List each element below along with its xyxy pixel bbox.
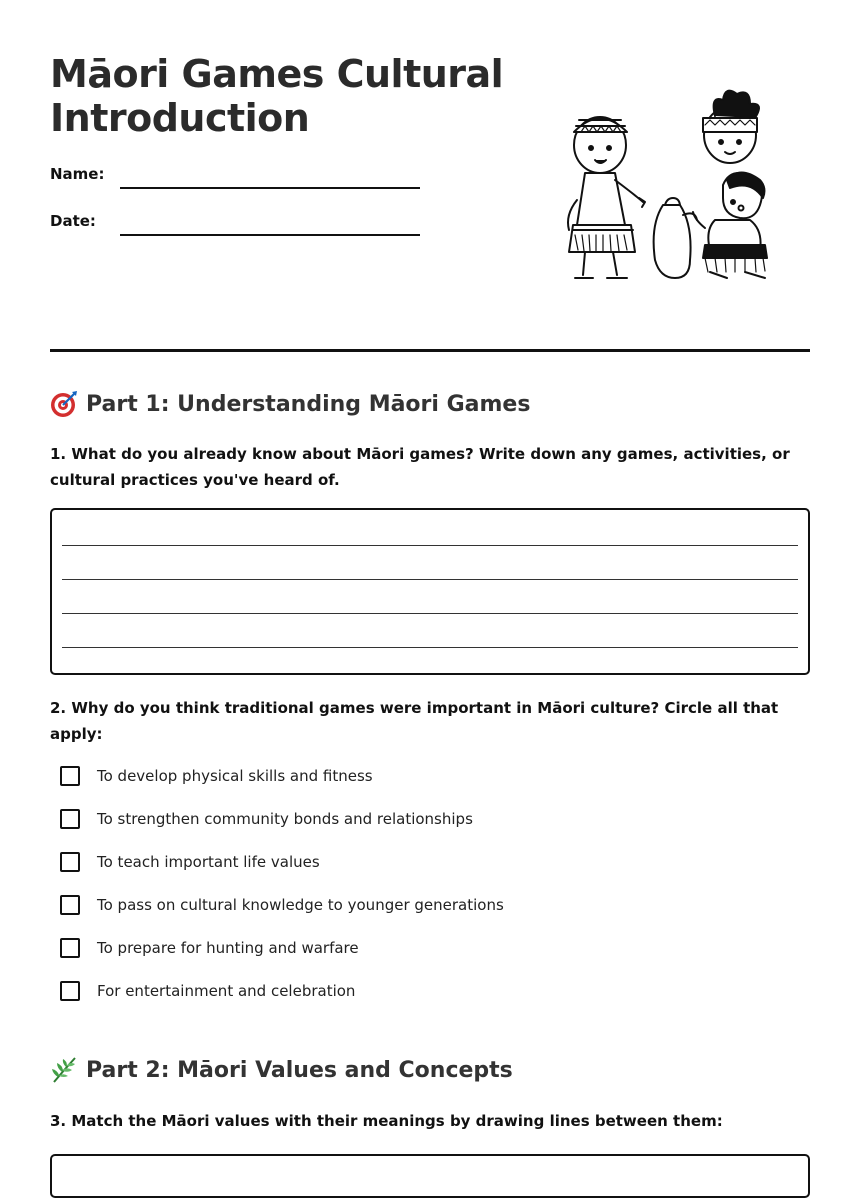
children-playing-illustration xyxy=(555,80,775,285)
worksheet-title xyxy=(50,52,520,140)
title-line-2: Introduction xyxy=(50,96,310,140)
question-2: 2. Why do you think traditional games were important in Māori culture? Circle all that apply: xyxy=(50,699,779,743)
option-label: To prepare for hunting and warfare xyxy=(97,939,359,957)
header-divider xyxy=(50,349,810,352)
question-1-answer-box[interactable] xyxy=(50,508,810,675)
option-label: To strengthen community bonds and relationships xyxy=(97,810,473,828)
option-checkbox[interactable] xyxy=(60,766,80,786)
dart-target-icon xyxy=(50,390,78,418)
child-right-top-figure xyxy=(703,91,759,163)
option-checkbox[interactable] xyxy=(60,809,80,829)
child-left-figure xyxy=(568,117,645,278)
option-checkbox[interactable] xyxy=(60,895,80,915)
answer-line[interactable] xyxy=(62,647,798,648)
name-input-line[interactable] xyxy=(120,187,420,189)
option-item xyxy=(60,849,320,875)
question-1: 1. What do you already know about Māori games? Write down any games, activities, or cultural practices you've heard of. xyxy=(50,445,790,489)
answer-line[interactable] xyxy=(62,613,798,614)
option-item xyxy=(60,806,473,832)
answer-line[interactable] xyxy=(62,545,798,546)
option-checkbox[interactable] xyxy=(60,938,80,958)
name-label: Name: xyxy=(50,165,105,183)
part1-heading xyxy=(50,390,530,418)
child-right-bottom-figure xyxy=(693,173,767,279)
option-item xyxy=(60,978,355,1004)
part2-heading xyxy=(50,1056,513,1084)
vessel-object xyxy=(654,198,697,278)
answer-line[interactable] xyxy=(62,579,798,580)
option-item xyxy=(60,892,504,918)
part2-heading-text: Part 2: Māori Values and Concepts xyxy=(86,1057,513,1083)
question-3: 3. Match the Māori values with their meanings by drawing lines between them: xyxy=(50,1112,723,1130)
option-item xyxy=(60,763,373,789)
title-line-1: Māori Games Cultural xyxy=(50,52,504,96)
option-label: For entertainment and celebration xyxy=(97,982,356,1000)
part1-heading-text: Part 1: Understanding Māori Games xyxy=(86,391,531,417)
option-item xyxy=(60,935,359,961)
option-checkbox[interactable] xyxy=(60,981,80,1001)
date-label: Date: xyxy=(50,212,96,230)
option-label: To pass on cultural knowledge to younger generations xyxy=(97,896,504,914)
option-label: To develop physical skills and fitness xyxy=(97,767,373,785)
date-input-line[interactable] xyxy=(120,234,420,236)
fern-leaf-icon xyxy=(50,1056,78,1084)
option-checkbox[interactable] xyxy=(60,852,80,872)
option-label: To teach important life values xyxy=(97,853,320,871)
